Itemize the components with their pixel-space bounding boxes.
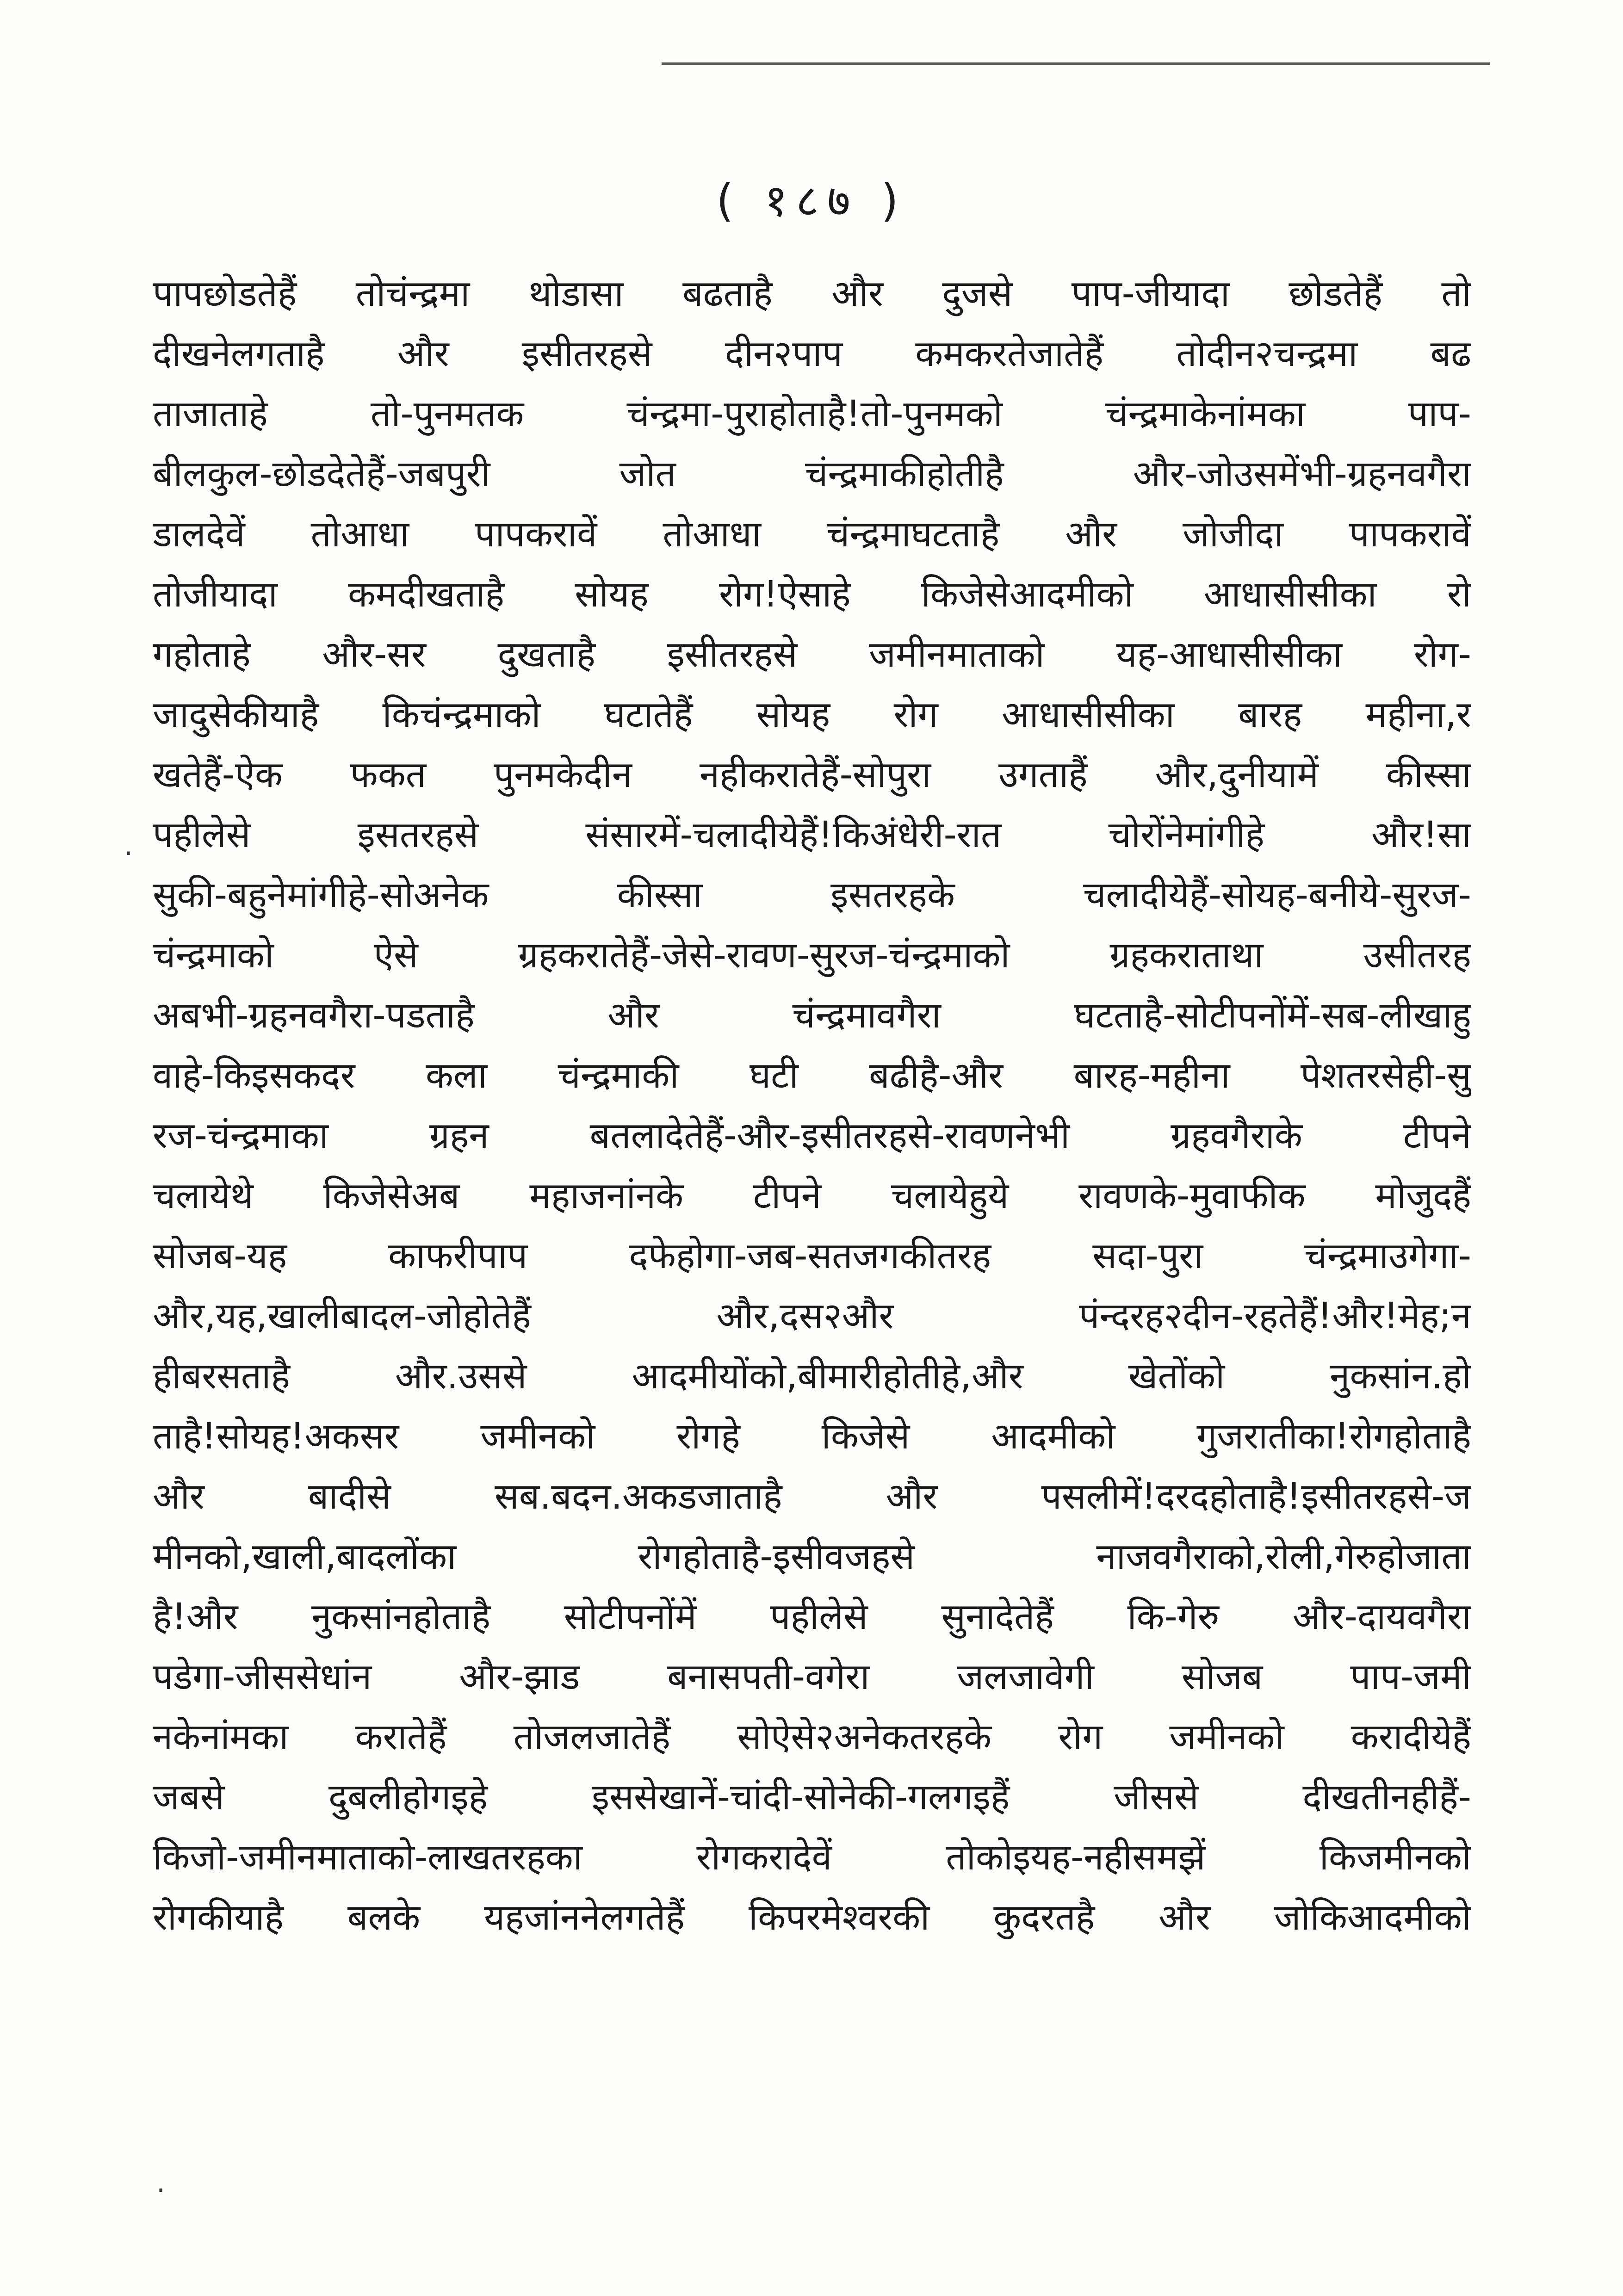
text-line: तोजीयादा कमदीखताहै सोयह रोग!ऐसाहे किजेसेआदमीको आधासीसीका रो xyxy=(153,574,1471,615)
text-line: पडेगा-जीससेधांन और-झाड बनासपती-वगेरा जलजावेगी सोजब पाप-जमी xyxy=(153,1656,1471,1698)
text-line: हीबरसताहै और.उससे आदमीयोंको,बीमारीहोतीहे,और खेतोंको नुकसांन.हो xyxy=(153,1355,1471,1397)
header-rule xyxy=(662,62,1490,65)
text-line: बीलकुल-छोडदेतेहैं-जबपुरी जोत चंन्द्रमाकीहोतीहै और-जोउसमेंभी-ग्रहनवगैरा xyxy=(153,453,1471,495)
text-line: ताहै!सोयह!अकसर जमीनको रोगहे किजेसे आदमीको गुजरातीका!रोगहोताहै xyxy=(153,1416,1471,1457)
text-line: रज-चंन्द्रमाका ग्रहन बतलादेतेहैं-और-इसीतरहसे-रावणनेभी ग्रहवगैराके टीपने xyxy=(153,1115,1471,1157)
text-line: अबभी-ग्रहनवगैरा-पडताहै और चंन्द्रमावगैरा घटताहै-सोटीपनोंमें-सब-लीखाहु xyxy=(153,995,1471,1036)
text-line: दीखनेलगताहै और इसीतरहसे दीन२पाप कमकरतेजातेहैं तोदीन२चन्द्रमा बढ xyxy=(153,333,1471,375)
margin-mark: · xyxy=(156,2174,166,2207)
text-line: वाहे-किइसकदर कला चंन्द्रमाकी घटी बढीहै-और बारह-महीना पेशतरसेही-सु xyxy=(153,1055,1471,1096)
text-line: पहीलेसे इसतरहसे संसारमें-चलादीयेहैं!किअंधेरी-रात चोरोंनेमांगीहे और!सा xyxy=(153,814,1471,856)
text-line: चलायेथे किजेसेअब महाजनांनके टीपने चलायेहुये रावणके-मुवाफीक मोजुदहैं xyxy=(153,1175,1471,1217)
page-number: ( १८७ ) xyxy=(716,175,907,227)
text-line: जबसे दुबलीहोगइहे इससेखानें-चांदी-सोनेकी-गलगइहैं जीससे दीखतीनहीहैं- xyxy=(153,1776,1471,1818)
body-text xyxy=(153,264,1471,1948)
text-line: किजो-जमीनमाताको-लाखतरहका रोगकरादेवें तोकोइयह-नहीसमझें किजमीनको xyxy=(153,1837,1471,1878)
text-line: खतेहैं-ऐक फकत पुनमकेदीन नहीकरातेहैं-सोपुरा उगताहैं और,दुनीयामें कीस्सा xyxy=(153,754,1471,796)
text-line: और,यह,खालीबादल-जोहोतेहैं और,दस२और पंन्दरह२दीन-रहतेहैं!और!मेह;न xyxy=(153,1295,1471,1337)
margin-mark: · xyxy=(124,837,133,870)
text-line: ताजाताहे तो-पुनमतक चंन्द्रमा-पुराहोताहै!तो-पुनमको चंन्द्रमाकेनांमका पाप- xyxy=(153,393,1471,435)
text-line: नकेनांमका करातेहैं तोजलजातेहैं सोऐसे२अनेकतरहके रोग जमीनको करादीयेहैं xyxy=(153,1716,1471,1758)
text-line: गहोताहे और-सर दुखताहै इसीतरहसे जमीनमाताको यह-आधासीसीका रोग- xyxy=(153,634,1471,675)
text-line: मीनको,खाली,बादलोंका रोगहोताहै-इसीवजहसे नाजवगैराको,रोली,गेरुहोजाता xyxy=(153,1536,1471,1578)
text-line: है!और नुकसांनहोताहै सोटीपनोंमें पहीलेसे सुनादेतेहैं कि-गेरु और-दायवगैरा xyxy=(153,1596,1471,1638)
text-line: और बादीसे सब.बदन.अकडजाताहै और पसलीमें!दरदहोताहै!इसीतरहसे-ज xyxy=(153,1476,1471,1517)
text-line: सुकी-बहुनेमांगीहे-सोअनेक कीस्सा इसतरहके चलादीयेहैं-सोयह-बनीये-सुरज- xyxy=(153,874,1471,916)
text-line: जादुसेकीयाहै किचंन्द्रमाको घटातेहैं सोयह रोग आधासीसीका बारह महीना,र xyxy=(153,694,1471,736)
text-line: पापछोडतेहैं तोचंन्द्रमा थोडासा बढताहै और दुजसे पाप-जीयादा छोडतेहैं तो xyxy=(153,273,1471,315)
text-line: डालदेवें तोआधा पापकरावें तोआधा चंन्द्रमाघटताहै और जोजीदा पापकरावें xyxy=(153,514,1471,555)
text-line: सोजब-यह काफरीपाप दफेहोगा-जब-सतजगकीतरह सदा-पुरा चंन्द्रमाउगेगा- xyxy=(153,1235,1471,1277)
text-line: रोगकीयाहै बलके यहजांननेलगतेहैं किपरमेश्वरकी कुदरतहै और जोकिआदमीको xyxy=(153,1897,1471,1938)
text-line: चंन्द्रमाको ऐसे ग्रहकरातेहैं-जेसे-रावण-सुरज-चंन्द्रमाको ग्रहकराताथा उसीतरह xyxy=(153,934,1471,976)
